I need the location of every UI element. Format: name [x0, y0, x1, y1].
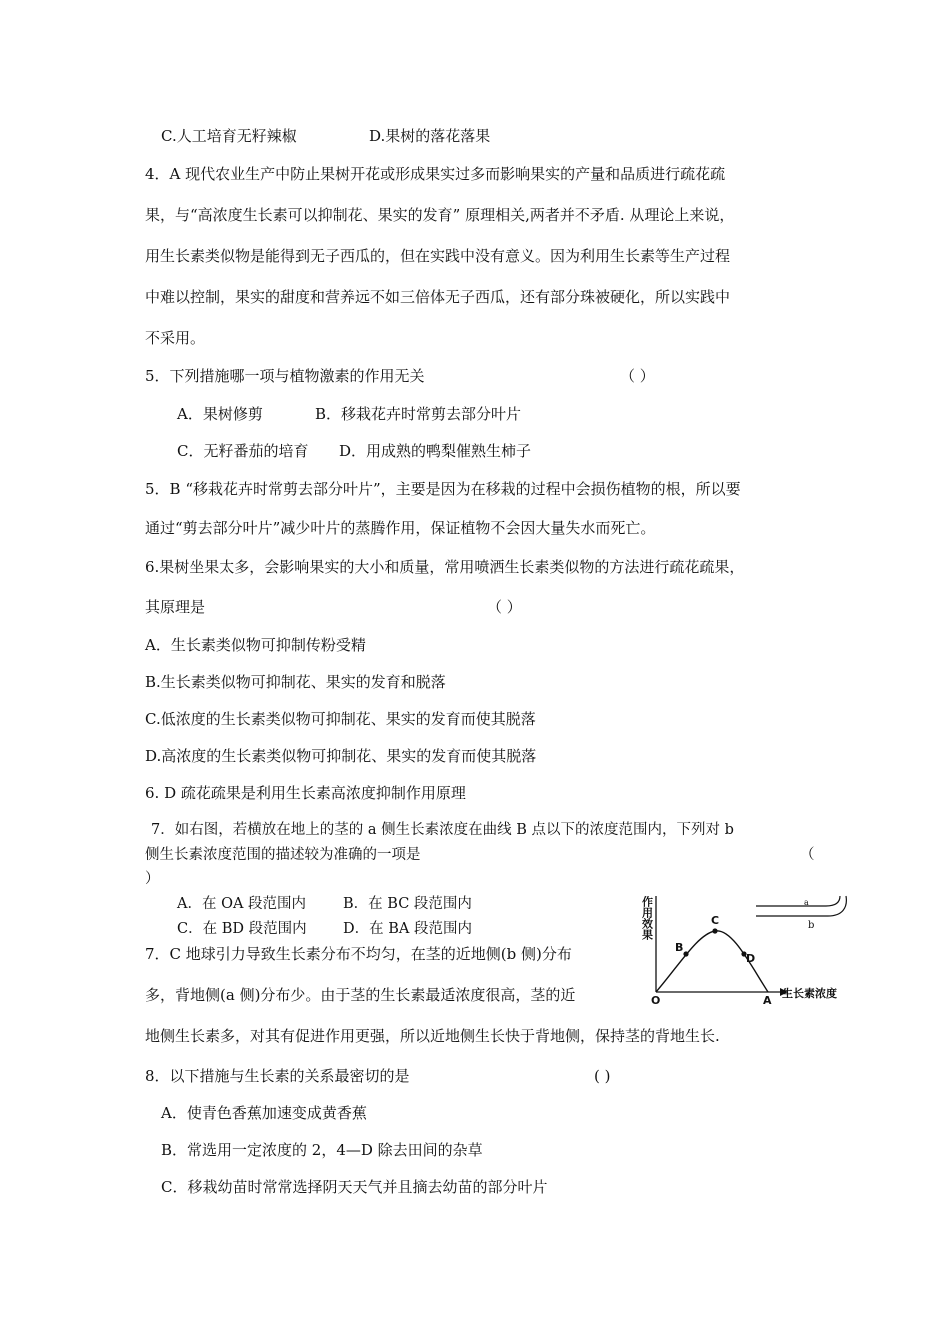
question-7-paren-open: （: [800, 847, 815, 863]
answer-5-line-2: 通过“剪去部分叶片”减少叶片的蒸腾作用，保证植物不会因大量失水而死亡。: [145, 519, 656, 537]
option-d-q5: D．用成熟的鸭梨催熟生柿子: [339, 442, 532, 460]
answer-5-line-1: 5．B “移栽花卉时常剪去部分叶片”，主要是因为在移栽的过程中会损伤植物的根，所以要: [145, 480, 741, 498]
option-a-q5: A．果树修剪: [177, 405, 263, 423]
stem-label-b: b: [808, 920, 815, 931]
answer-7-line-2: 多，背地侧(a 侧)分布少。由于茎的生长素最适浓度很高，茎的近: [145, 986, 576, 1004]
point-b: [683, 951, 688, 956]
option-c-q3: C.人工培育无籽辣椒: [161, 127, 297, 145]
answer-7-line-3: 地侧生长素多，对其有促进作用更强，所以近地侧生长快于背地侧，保持茎的背地生长.: [145, 1027, 720, 1045]
answer-4-line-4: 中难以控制，果实的甜度和营养远不如三倍体无子西瓜，还有部分珠被硬化，所以实践中: [145, 288, 731, 306]
question-8: 8．以下措施与生长素的关系最密切的是: [145, 1067, 410, 1085]
label-d: D: [746, 952, 756, 965]
option-a-q8: A．使青色香蕉加速变成黄香蕉: [161, 1104, 367, 1122]
answer-4-line-5: 不采用。: [145, 329, 206, 347]
option-b-q7: B．在 BC 段范围内: [343, 896, 472, 912]
option-a-q7: A．在 OA 段范围内: [177, 896, 307, 912]
option-d-q6: D.高浓度的生长素类似物可抑制花、果实的发育而使其脱落: [145, 747, 537, 765]
x-axis-label: 生长素浓度: [782, 987, 837, 1000]
option-c-q7: C．在 BD 段范围内: [177, 921, 307, 937]
option-d-q3: D.果树的落花落果: [369, 127, 491, 145]
question-6-paren: （ ）: [487, 598, 522, 616]
stem-upper-edge: [756, 896, 840, 906]
stem-label-a: a: [804, 898, 809, 907]
option-c-q6: C.低浓度的生长素类似物可抑制花、果实的发育而使其脱落: [145, 710, 536, 728]
answer-7-line-1: 7．C 地球引力导致生长素分布不均匀，在茎的近地侧(b 侧)分布: [145, 945, 572, 963]
y-axis-label: 作用效果: [640, 896, 654, 940]
option-b-q6: B.生长素类似物可抑制花、果实的发育和脱落: [145, 673, 446, 691]
option-b-q5: B．移栽花卉时常剪去部分叶片: [315, 405, 522, 423]
answer-4-line-1: 4．A 现代农业生产中防止果树开花或形成果实过多而影响果实的产量和品质进行疏花疏: [145, 165, 726, 183]
option-a-q6: A．生长素类似物可抑制传粉受精: [145, 636, 366, 654]
question-5: 5．下列措施哪一项与植物激素的作用无关: [145, 367, 425, 385]
point-c: [712, 928, 717, 933]
answer-4-line-2: 果，与“高浓度生长素可以抑制花、果实的发育” 原理相关,两者并不矛盾. 从理论上来说，: [145, 206, 735, 224]
label-a: A: [763, 994, 772, 1006]
label-origin: O: [651, 994, 661, 1006]
question-7-paren-close: ）: [145, 871, 160, 887]
question-8-paren: ( ): [594, 1067, 611, 1085]
answer-6: 6. D 疏花疏果是利用生长素高浓度抑制作用原理: [145, 784, 466, 802]
question-5-paren: （ ）: [620, 367, 655, 385]
auxin-effect-figure: [640, 884, 860, 1006]
question-7-line-2: 侧生长素浓度范围的描述较为准确的一项是: [145, 847, 421, 863]
label-c: C: [711, 914, 720, 927]
label-b: B: [675, 941, 684, 954]
option-b-q8: B．常选用一定浓度的 2，4—D 除去田间的杂草: [161, 1141, 483, 1159]
question-6-line-2: 其原理是: [145, 598, 206, 616]
option-c-q5: C．无籽番茄的培育: [177, 442, 309, 460]
answer-4-line-3: 用生长素类似物是能得到无子西瓜的，但在实践中没有意义。因为利用生长素等生产过程: [145, 247, 731, 265]
question-7-line-1: 7．如右图，若横放在地上的茎的 a 侧生长素浓度在曲线 B 点以下的浓度范围内，下列对 b: [151, 822, 734, 838]
question-6-line-1: 6.果树坐果太多，会影响果实的大小和质量，常用喷洒生长素类似物的方法进行疏花疏果，: [145, 558, 745, 576]
option-c-q8: C．移栽幼苗时常常选择阴天天气并且摘去幼苗的部分叶片: [161, 1178, 548, 1196]
option-d-q7: D．在 BA 段范围内: [343, 921, 472, 937]
